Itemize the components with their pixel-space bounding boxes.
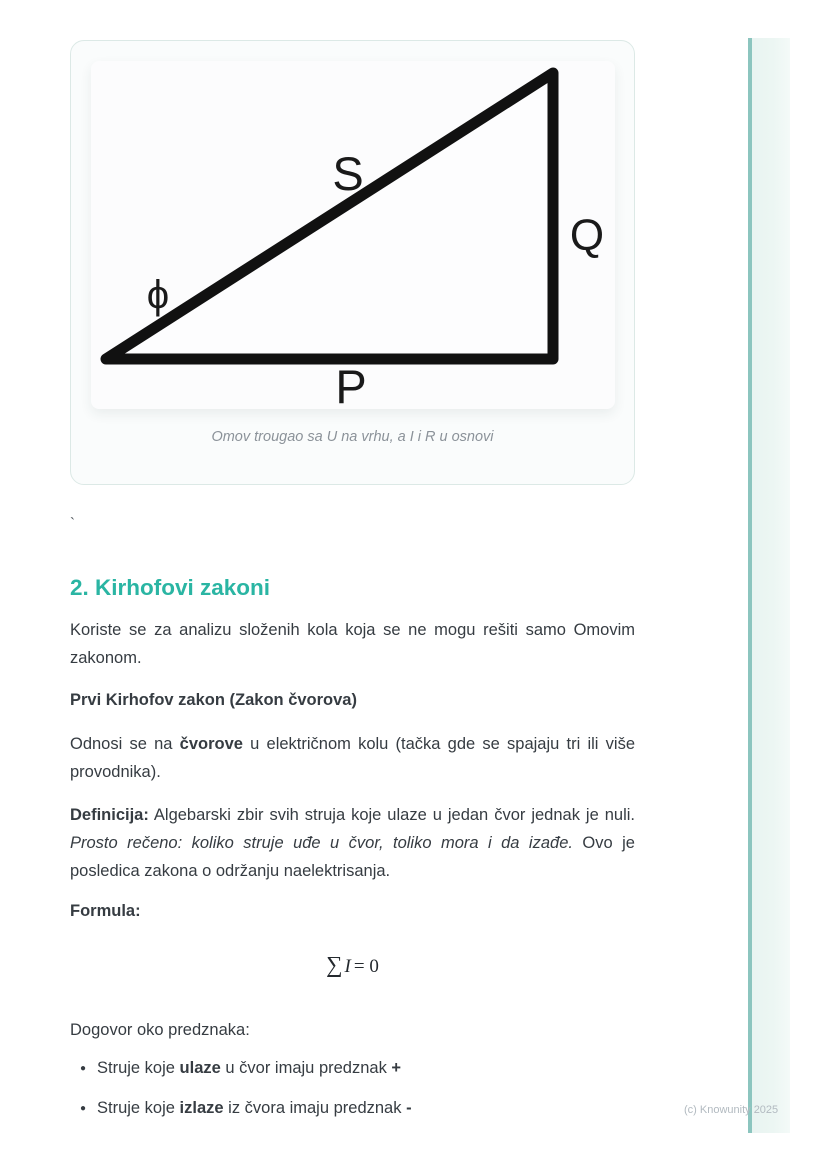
power-triangle-diagram <box>91 61 615 409</box>
bullet-icon: ● <box>80 1103 87 1114</box>
watermark: (c) Knowunity 2025 <box>684 1104 779 1116</box>
formula-rhs: = 0 <box>353 956 379 977</box>
text-segment: Ovo je posledica zakona o održanju naelektrisanja. <box>70 834 635 880</box>
text-segment-bold: izlaze <box>179 1099 224 1117</box>
paragraph-nodes <box>70 730 635 786</box>
label-vertical-Q: Q <box>569 211 605 260</box>
sign-convention-list <box>70 1054 635 1134</box>
subheading-first-law: Prvi Kirhofov zakon (Zakon čvorova) <box>70 691 357 709</box>
text-segment-italic: Prosto rečeno: koliko struje uđe u čvor, toliko mora i da izađe. <box>70 834 573 852</box>
text-segment-bold: Definicija: <box>70 806 149 824</box>
sigma-symbol: ∑ <box>326 952 343 977</box>
formula-variable: I <box>344 956 351 977</box>
text-segment: Struje koje <box>97 1099 180 1117</box>
text-segment: Odnosi se na <box>70 735 180 753</box>
paragraph-definition <box>70 801 635 885</box>
text-segment-bold: ulaze <box>179 1059 221 1077</box>
formula-label: Formula: <box>70 902 141 920</box>
figure-caption: Omov trougao sa U na vrhu, a I i R u osnovi <box>211 429 494 445</box>
text-segment: Algebarski zbir svih struja koje ulaze u jedan čvor jednak je nuli. <box>148 806 635 824</box>
ohm-triangle-image <box>91 61 615 409</box>
stray-backtick: ` <box>70 515 75 532</box>
text-segment: iz čvora imaju predznak <box>223 1099 407 1117</box>
formula-sum-current <box>70 952 635 980</box>
text-segment-bold: + <box>391 1059 402 1077</box>
bullet-icon: ● <box>80 1063 87 1074</box>
text-segment: u čvor imaju predznak <box>220 1059 392 1077</box>
triangle-shape <box>106 73 553 359</box>
list-item <box>70 1054 635 1082</box>
text-segment-bold: - <box>406 1099 412 1117</box>
scrollbar-strip[interactable] <box>748 38 790 1133</box>
label-base-P: P <box>335 360 367 409</box>
list-item <box>70 1094 635 1122</box>
text-segment-bold: čvorove <box>179 735 243 753</box>
text-segment: Struje koje <box>97 1059 180 1077</box>
sign-convention-label: Dogovor oko predznaka: <box>70 1021 250 1039</box>
intro-paragraph: Koriste se za analizu složenih kola koja se ne mogu rešiti samo Omovim zakonom. <box>70 621 635 667</box>
label-angle-phi: ϕ <box>146 273 170 317</box>
figure-card <box>70 40 635 485</box>
label-hypotenuse-S: S <box>332 147 364 200</box>
section-heading: 2. Kirhofovi zakoni <box>70 575 271 600</box>
text-segment: u električnom kolu (tačka gde se spajaju tri ili više provodnika). <box>70 735 635 781</box>
